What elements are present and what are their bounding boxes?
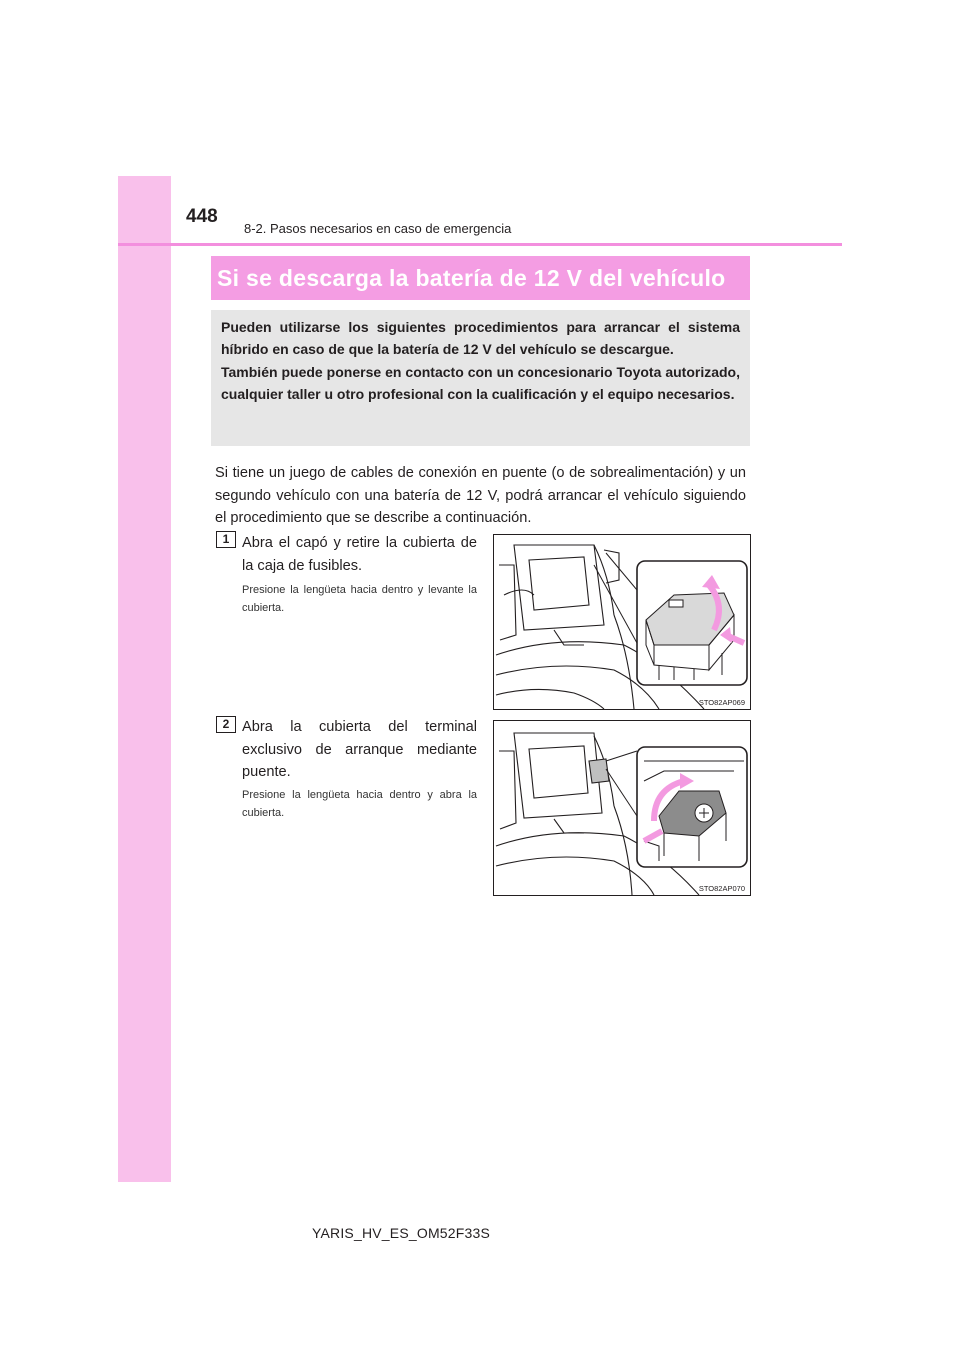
body-paragraph: Si tiene un juego de cables de conexión en puente (o de sobrealimentación) y un segundo vehículo con una batería de 12 V, podrá arrancar el vehículo siguiendo el procedimiento que se describe a continuación.	[215, 465, 746, 526]
step-2-figure-code: STO82AP070	[698, 884, 745, 893]
step-2-badge: 2	[216, 716, 236, 733]
footer-code: YARIS_HV_ES_OM52F33S	[312, 1225, 491, 1241]
page-number: 448	[186, 206, 218, 227]
jump-start-terminal-cover-illustration-icon	[494, 721, 750, 895]
step-2-figure	[493, 720, 751, 896]
fuse-box-cover-illustration-icon	[494, 535, 750, 709]
side-band	[118, 176, 171, 1182]
step-2-note: Presione la lengüeta hacia dentro y abra la cubierta.	[242, 789, 477, 819]
intro-box	[211, 310, 750, 446]
header-rule	[118, 243, 842, 246]
page-title: Si se descarga la batería de 12 V del vehículo	[211, 256, 750, 300]
step-1-badge: 1	[216, 531, 236, 548]
step-1-text: Abra el capó y retire la cubierta de la caja de fusibles.	[242, 535, 477, 574]
step-1-figure-code: STO82AP069	[698, 698, 745, 707]
step-1-figure	[493, 534, 751, 710]
intro-paragraph-1: Pueden utilizarse los siguientes procedimientos para arrancar el sistema híbrido en caso de que la batería de 12 V del vehículo se descargue.	[221, 319, 740, 358]
step-2-text: Abra la cubierta del terminal exclusivo de arranque mediante puente.	[242, 719, 477, 780]
intro-paragraph-2: También puede ponerse en contacto con un concesionario Toyota autorizado, cualquier taller u otro profesional con la cualificación y el equipo necesarios.	[221, 363, 740, 403]
section-label: 8-2. Pasos necesarios en caso de emergencia	[244, 221, 512, 236]
step-1-note: Presione la lengüeta hacia dentro y levante la cubierta.	[242, 584, 477, 614]
